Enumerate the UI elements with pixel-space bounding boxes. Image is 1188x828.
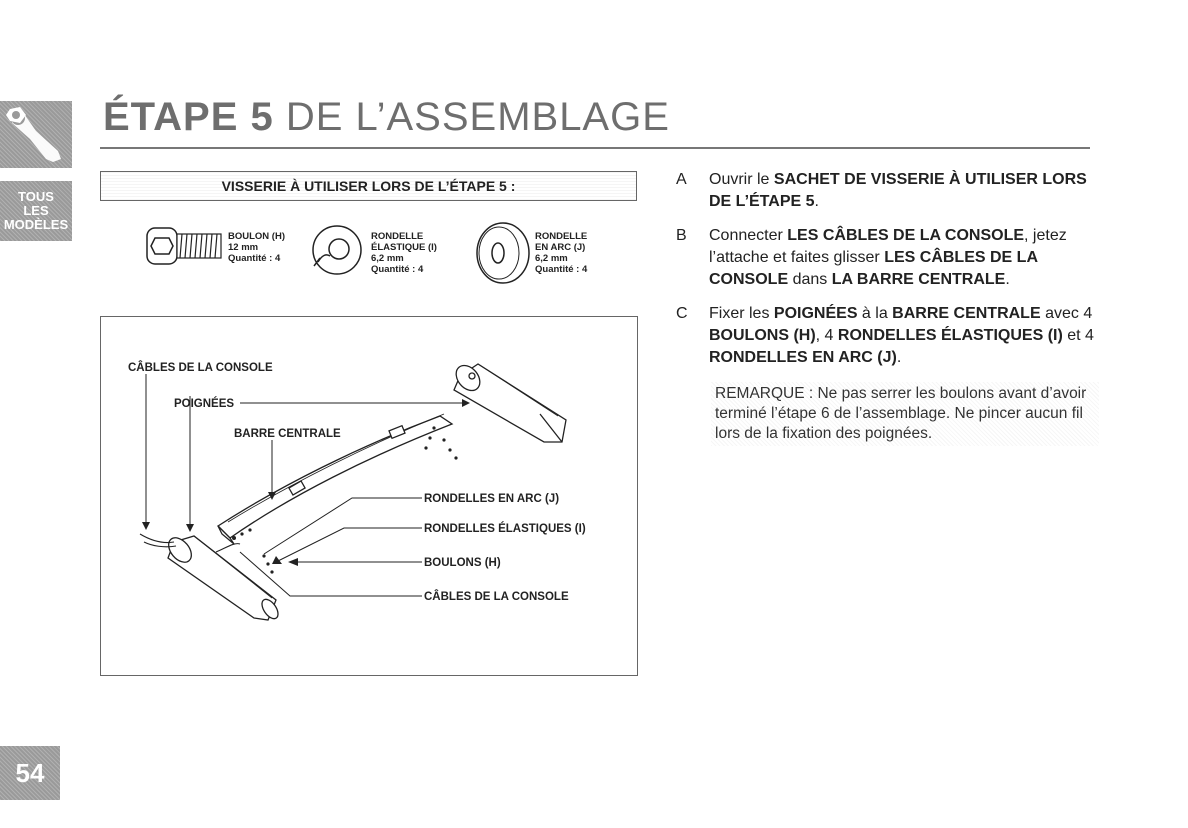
split-washer-icon <box>308 222 366 278</box>
arc-washer-size: 6,2 mm <box>535 253 568 264</box>
bolt-icon <box>145 222 225 270</box>
step-b-t1: Connecter <box>709 227 788 244</box>
step-c-b3: BOULONS (H) <box>709 327 816 344</box>
right-handle-shape <box>451 361 566 442</box>
title-divider <box>100 147 1090 149</box>
split-washer-name1: RONDELLE <box>371 231 424 242</box>
step-c-t1: Fixer les <box>709 305 774 322</box>
step-a-bold: SACHET DE VISSERIE À UTILISER LORS DE L’ÉTAPE 5 <box>709 171 1087 210</box>
step-c-b4: RONDELLES ÉLASTIQUES (I) <box>837 327 1063 344</box>
step-b-b2: LES CÂBLES DE LA CONSOLE <box>709 249 1038 288</box>
step-b-t2: , jetez l’attache et faites glisser <box>709 227 1067 266</box>
split-washer-qty: Quantité : 4 <box>371 264 424 275</box>
wrench-tab <box>0 101 72 168</box>
step-b-t4: . <box>1005 271 1010 288</box>
label-bolts: BOULONS (H) <box>424 557 501 569</box>
step-c-t4: , 4 <box>815 327 838 344</box>
step-c-b1: POIGNÉES <box>773 305 858 322</box>
page-number: 54 <box>0 746 60 800</box>
bolt-name: BOULON (H) <box>228 231 285 242</box>
label-split-washers: RONDELLES ÉLASTIQUES (I) <box>424 523 586 535</box>
bolt-label <box>228 231 285 264</box>
split-washer-name2: ÉLASTIQUE (I) <box>371 242 437 253</box>
step-c-b5: RONDELLES EN ARC (J) <box>709 349 897 366</box>
label-handles: POIGNÉES <box>174 398 235 410</box>
arc-washer-label <box>535 231 587 275</box>
arc-washer-name2: EN ARC (J) <box>535 242 586 253</box>
label-arc-washers: RONDELLES EN ARC (J) <box>424 493 560 505</box>
page-title <box>103 95 670 140</box>
tab-line-3: MODÈLES <box>3 217 69 232</box>
split-washer-label <box>371 231 437 275</box>
left-handle-shape <box>164 533 281 621</box>
assembly-diagram <box>100 316 638 676</box>
arc-washer-name1: RONDELLE <box>535 231 588 242</box>
arc-washer-qty: Quantité : 4 <box>535 264 588 275</box>
label-cables-top: CÂBLES DE LA CONSOLE <box>128 362 273 374</box>
bolt-size: 12 mm <box>228 242 259 253</box>
step-letter: A <box>676 171 687 188</box>
step-c-t6: . <box>896 349 902 366</box>
all-models-tab <box>0 181 72 241</box>
tab-line-2: LES <box>23 203 49 218</box>
step-b-t3: dans <box>788 271 832 288</box>
step-letter: C <box>676 305 688 322</box>
label-cables-bottom: CÂBLES DE LA CONSOLE <box>424 591 569 603</box>
title-rest: DE L’ASSEMBLAGE <box>273 95 670 139</box>
wrench-icon <box>0 101 72 168</box>
step-a <box>676 169 1096 213</box>
arc-washer-icon <box>474 220 532 286</box>
step-c-t3: avec 4 <box>1040 305 1093 322</box>
step-b <box>676 225 1096 291</box>
step-c-t2: à la <box>857 305 893 322</box>
step-c <box>676 303 1096 369</box>
step-c-b2: BARRE CENTRALE <box>892 305 1041 322</box>
step-b-b1: LES CÂBLES DE LA CONSOLE <box>787 227 1025 244</box>
tab-line-1: TOUS <box>18 189 54 204</box>
title-step: ÉTAPE 5 <box>103 95 274 139</box>
note-remark: REMARQUE : Ne pas serrer les boulons avant d’avoir terminé l’étape 6 de l’assemblage. Ne pincer aucun fil lors de la fixation des poignées. <box>711 382 1099 446</box>
split-washer-size: 6,2 mm <box>371 253 404 264</box>
label-center-bar: BARRE CENTRALE <box>234 428 341 440</box>
step-c-t5: et 4 <box>1062 327 1094 344</box>
step-letter: B <box>676 227 687 244</box>
step-b-b3: LA BARRE CENTRALE <box>831 271 1006 288</box>
instruction-steps <box>676 169 1096 381</box>
step-a-end: . <box>814 193 819 210</box>
hardware-header: VISSERIE À UTILISER LORS DE L’ÉTAPE 5 : <box>100 171 637 201</box>
bolt-qty: Quantité : 4 <box>228 253 281 264</box>
step-a-text: Ouvrir le <box>709 171 774 188</box>
